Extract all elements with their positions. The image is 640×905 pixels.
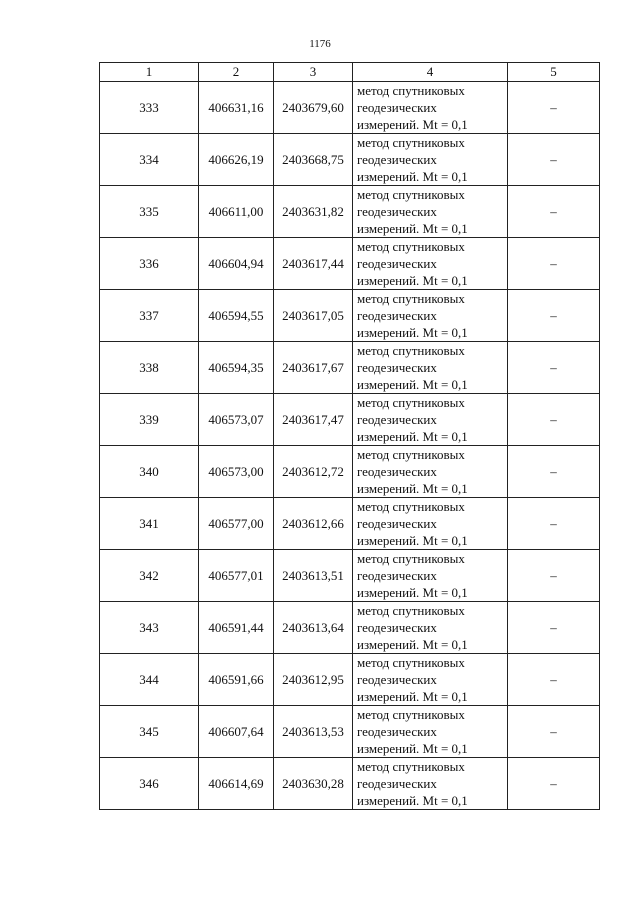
method-line: метод спутниковых <box>357 343 465 358</box>
y-coordinate-cell: 2403617,05 <box>274 290 353 342</box>
point-number-cell: 334 <box>100 134 199 186</box>
x-coordinate-cell: 406573,07 <box>199 394 274 446</box>
method-line: метод спутниковых <box>357 447 465 462</box>
point-number-cell: 343 <box>100 602 199 654</box>
y-coordinate-cell: 2403612,95 <box>274 654 353 706</box>
method-line: метод спутниковых <box>357 239 465 254</box>
y-coordinate-cell: 2403613,51 <box>274 550 353 602</box>
method-line: метод спутниковых <box>357 551 465 566</box>
method-line: измерений. Mt = 0,1 <box>357 741 468 756</box>
point-number-cell: 338 <box>100 342 199 394</box>
method-line: геодезических <box>357 464 437 479</box>
y-coordinate-cell: 2403630,28 <box>274 758 353 810</box>
x-coordinate-cell: 406573,00 <box>199 446 274 498</box>
table-body <box>100 63 600 810</box>
y-coordinate-cell: 2403617,67 <box>274 342 353 394</box>
method-line: метод спутниковых <box>357 499 465 514</box>
method-line: геодезических <box>357 672 437 687</box>
x-coordinate-cell: 406577,01 <box>199 550 274 602</box>
method-cell <box>353 82 508 134</box>
note-cell: – <box>508 290 600 342</box>
table-row <box>100 134 600 186</box>
note-cell: – <box>508 550 600 602</box>
method-line: геодезических <box>357 724 437 739</box>
y-coordinate-cell: 2403613,64 <box>274 602 353 654</box>
coordinates-table <box>99 62 600 810</box>
method-cell <box>353 342 508 394</box>
method-line: геодезических <box>357 412 437 427</box>
method-line: измерений. Mt = 0,1 <box>357 169 468 184</box>
method-cell <box>353 550 508 602</box>
method-cell <box>353 238 508 290</box>
method-line: измерений. Mt = 0,1 <box>357 585 468 600</box>
method-cell <box>353 758 508 810</box>
point-number-cell: 337 <box>100 290 199 342</box>
point-number-cell: 344 <box>100 654 199 706</box>
note-cell: – <box>508 342 600 394</box>
x-coordinate-cell: 406614,69 <box>199 758 274 810</box>
table-row <box>100 654 600 706</box>
method-line: геодезических <box>357 568 437 583</box>
header-cell-4: 4 <box>353 63 508 82</box>
note-cell: – <box>508 498 600 550</box>
method-line: измерений. Mt = 0,1 <box>357 325 468 340</box>
method-line: метод спутниковых <box>357 135 465 150</box>
note-cell: – <box>508 602 600 654</box>
method-line: метод спутниковых <box>357 759 465 774</box>
method-line: метод спутниковых <box>357 187 465 202</box>
method-line: метод спутниковых <box>357 655 465 670</box>
point-number-cell: 342 <box>100 550 199 602</box>
point-number-cell: 340 <box>100 446 199 498</box>
point-number-cell: 336 <box>100 238 199 290</box>
note-cell: – <box>508 446 600 498</box>
method-line: геодезических <box>357 360 437 375</box>
table-row <box>100 550 600 602</box>
note-cell: – <box>508 82 600 134</box>
note-cell: – <box>508 654 600 706</box>
point-number-cell: 335 <box>100 186 199 238</box>
y-coordinate-cell: 2403668,75 <box>274 134 353 186</box>
y-coordinate-cell: 2403613,53 <box>274 706 353 758</box>
method-line: геодезических <box>357 776 437 791</box>
point-number-cell: 339 <box>100 394 199 446</box>
method-line: измерений. Mt = 0,1 <box>357 429 468 444</box>
method-line: геодезических <box>357 204 437 219</box>
method-line: измерений. Mt = 0,1 <box>357 793 468 808</box>
page-number: 1176 <box>309 38 331 50</box>
method-cell <box>353 706 508 758</box>
y-coordinate-cell: 2403612,72 <box>274 446 353 498</box>
method-line: измерений. Mt = 0,1 <box>357 481 468 496</box>
method-cell <box>353 498 508 550</box>
method-line: геодезических <box>357 152 437 167</box>
method-cell <box>353 290 508 342</box>
point-number-cell: 346 <box>100 758 199 810</box>
table-row <box>100 602 600 654</box>
note-cell: – <box>508 758 600 810</box>
table-row <box>100 498 600 550</box>
y-coordinate-cell: 2403617,44 <box>274 238 353 290</box>
x-coordinate-cell: 406607,64 <box>199 706 274 758</box>
header-cell-1: 1 <box>100 63 199 82</box>
header-cell-5: 5 <box>508 63 600 82</box>
x-coordinate-cell: 406631,16 <box>199 82 274 134</box>
method-line: метод спутниковых <box>357 291 465 306</box>
note-cell: – <box>508 238 600 290</box>
table-row <box>100 394 600 446</box>
table-row <box>100 290 600 342</box>
x-coordinate-cell: 406604,94 <box>199 238 274 290</box>
table-row <box>100 186 600 238</box>
y-coordinate-cell: 2403631,82 <box>274 186 353 238</box>
y-coordinate-cell: 2403679,60 <box>274 82 353 134</box>
method-line: геодезических <box>357 100 437 115</box>
method-cell <box>353 134 508 186</box>
method-line: измерений. Mt = 0,1 <box>357 689 468 704</box>
table-row <box>100 82 600 134</box>
header-cell-2: 2 <box>199 63 274 82</box>
y-coordinate-cell: 2403612,66 <box>274 498 353 550</box>
x-coordinate-cell: 406611,00 <box>199 186 274 238</box>
note-cell: – <box>508 394 600 446</box>
header-cell-3: 3 <box>274 63 353 82</box>
note-cell: – <box>508 134 600 186</box>
method-line: измерений. Mt = 0,1 <box>357 117 468 132</box>
table-row <box>100 342 600 394</box>
table-row <box>100 706 600 758</box>
table-row <box>100 238 600 290</box>
point-number-cell: 345 <box>100 706 199 758</box>
method-line: метод спутниковых <box>357 83 465 98</box>
method-line: метод спутниковых <box>357 603 465 618</box>
x-coordinate-cell: 406594,35 <box>199 342 274 394</box>
point-number-cell: 333 <box>100 82 199 134</box>
table-row <box>100 446 600 498</box>
note-cell: – <box>508 186 600 238</box>
table-header-row <box>100 63 600 82</box>
method-cell <box>353 654 508 706</box>
method-line: измерений. Mt = 0,1 <box>357 533 468 548</box>
method-cell <box>353 186 508 238</box>
method-line: измерений. Mt = 0,1 <box>357 377 468 392</box>
method-line: геодезических <box>357 308 437 323</box>
method-cell <box>353 602 508 654</box>
table-row <box>100 758 600 810</box>
method-line: измерений. Mt = 0,1 <box>357 221 468 236</box>
method-line: геодезических <box>357 256 437 271</box>
method-line: измерений. Mt = 0,1 <box>357 637 468 652</box>
method-line: геодезических <box>357 516 437 531</box>
method-line: метод спутниковых <box>357 395 465 410</box>
method-cell <box>353 446 508 498</box>
point-number-cell: 341 <box>100 498 199 550</box>
method-line: измерений. Mt = 0,1 <box>357 273 468 288</box>
x-coordinate-cell: 406591,66 <box>199 654 274 706</box>
y-coordinate-cell: 2403617,47 <box>274 394 353 446</box>
note-cell: – <box>508 706 600 758</box>
x-coordinate-cell: 406577,00 <box>199 498 274 550</box>
method-line: метод спутниковых <box>357 707 465 722</box>
x-coordinate-cell: 406594,55 <box>199 290 274 342</box>
method-line: геодезических <box>357 620 437 635</box>
x-coordinate-cell: 406591,44 <box>199 602 274 654</box>
method-cell <box>353 394 508 446</box>
x-coordinate-cell: 406626,19 <box>199 134 274 186</box>
